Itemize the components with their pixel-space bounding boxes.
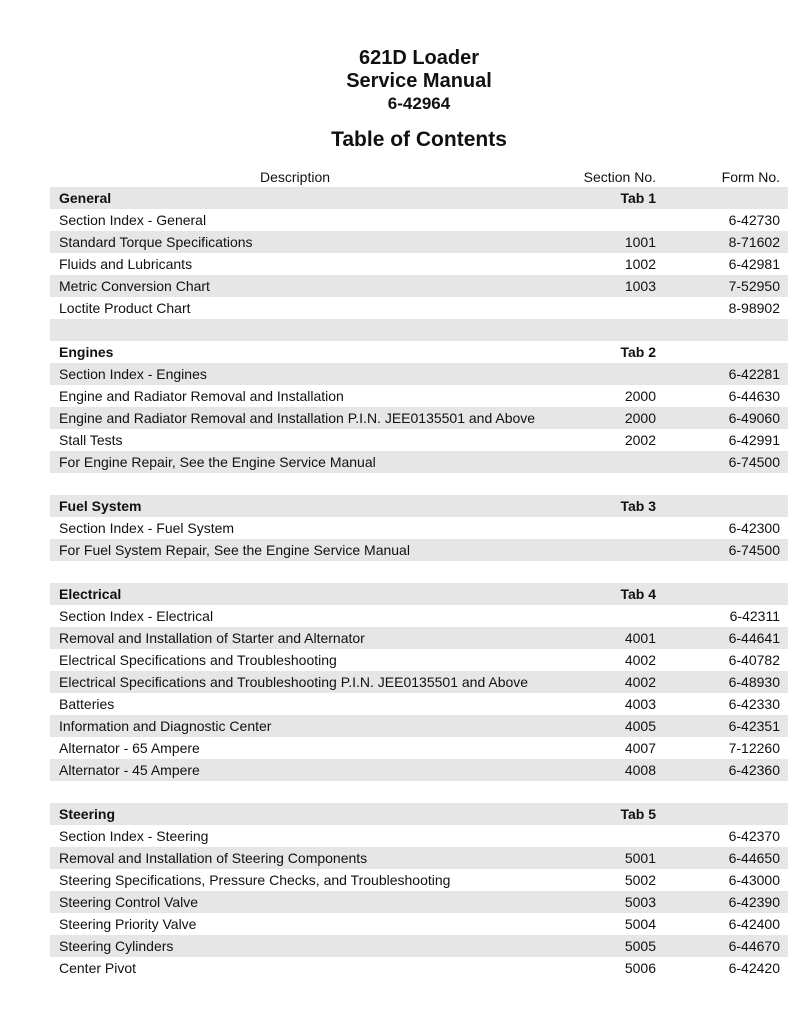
row-description: Engine and Radiator Removal and Installation <box>59 388 344 404</box>
section-heading-row <box>50 495 788 517</box>
section-heading-row <box>50 341 788 363</box>
row-section-number: 1001 <box>624 234 656 250</box>
section-heading-row <box>50 583 788 605</box>
row-section-number: 1003 <box>624 278 656 294</box>
toc-row <box>50 451 788 473</box>
column-headers <box>50 167 788 187</box>
row-section-number: Tab 3 <box>620 498 656 514</box>
row-description: Steering Cylinders <box>59 938 174 954</box>
toc-row <box>50 429 788 451</box>
toc-row <box>50 869 788 891</box>
row-section-number: 4008 <box>624 762 656 778</box>
row-form-number: 6-48930 <box>728 674 780 690</box>
row-description: Engines <box>59 344 114 360</box>
row-form-number: 6-42981 <box>728 256 780 272</box>
row-section-number: 5003 <box>624 894 656 910</box>
row-description: For Engine Repair, See the Engine Service Manual <box>59 454 376 470</box>
toc-row <box>50 407 788 429</box>
row-section-number: 5005 <box>624 938 656 954</box>
toc-heading: Table of Contents <box>331 128 507 151</box>
row-section-number: 2002 <box>624 432 656 448</box>
row-form-number: 6-42330 <box>728 696 780 712</box>
row-form-number: 6-42300 <box>728 520 780 536</box>
row-section-number: Tab 5 <box>620 806 656 822</box>
row-form-number: 6-42991 <box>728 432 780 448</box>
toc-row <box>50 847 788 869</box>
toc-table <box>50 187 788 979</box>
toc-row <box>50 231 788 253</box>
row-description: Alternator - 45 Ampere <box>59 762 200 778</box>
row-form-number: 6-42360 <box>728 762 780 778</box>
manual-form-number: 6-42964 <box>387 94 451 113</box>
row-section-number: 2000 <box>624 410 656 426</box>
row-description: Information and Diagnostic Center <box>59 718 272 734</box>
toc-row <box>50 891 788 913</box>
row-section-number: 5004 <box>624 916 656 932</box>
toc-row <box>50 627 788 649</box>
row-description: Electrical <box>59 586 122 602</box>
row-form-number: 6-74500 <box>728 454 780 470</box>
row-form-number: 8-71602 <box>728 234 780 250</box>
row-description: Section Index - Engines <box>59 366 207 382</box>
toc-row <box>50 297 788 319</box>
row-description: Steering <box>59 806 116 822</box>
toc-row <box>50 737 788 759</box>
column-header-section: Section No. <box>583 169 656 185</box>
row-description: General <box>59 190 112 206</box>
row-form-number: 6-44630 <box>728 388 780 404</box>
title-line-model: 621D Loader <box>358 47 480 69</box>
toc-row <box>50 253 788 275</box>
row-form-number: 6-40782 <box>728 652 780 668</box>
row-form-number: 7-52950 <box>728 278 780 294</box>
row-form-number: 6-42351 <box>728 718 780 734</box>
row-form-number: 8-98902 <box>728 300 780 316</box>
row-description: For Fuel System Repair, See the Engine Service Manual <box>59 542 410 558</box>
row-description: Fluids and Lubricants <box>59 256 193 272</box>
row-form-number: 6-42420 <box>728 960 780 976</box>
row-form-number: 6-43000 <box>728 872 780 888</box>
row-section-number: 1002 <box>624 256 656 272</box>
row-section-number: 5006 <box>624 960 656 976</box>
document-title <box>0 47 809 114</box>
toc-row <box>50 825 788 847</box>
toc-row <box>50 385 788 407</box>
row-description: Steering Specifications, Pressure Checks, and Troubleshooting <box>59 872 451 888</box>
row-description: Section Index - Fuel System <box>59 520 235 536</box>
row-section-number: 4002 <box>624 674 656 690</box>
row-form-number: 6-74500 <box>728 542 780 558</box>
section-heading-row <box>50 803 788 825</box>
toc-row <box>50 957 788 979</box>
toc-row <box>50 649 788 671</box>
row-form-number: 6-49060 <box>728 410 780 426</box>
row-description: Electrical Specifications and Troubleshooting <box>59 652 337 668</box>
row-section-number: 4002 <box>624 652 656 668</box>
row-description: Batteries <box>59 696 115 712</box>
row-section-number: 5001 <box>624 850 656 866</box>
toc-row <box>50 671 788 693</box>
row-description: Removal and Installation of Starter and Alternator <box>59 630 365 646</box>
row-section-number: 4001 <box>624 630 656 646</box>
row-form-number: 6-42311 <box>729 608 780 624</box>
spacer-row <box>50 781 788 803</box>
toc-row <box>50 209 788 231</box>
row-section-number: 4003 <box>624 696 656 712</box>
row-description: Center Pivot <box>59 960 137 976</box>
row-description: Section Index - General <box>59 212 207 228</box>
row-form-number: 6-42281 <box>728 366 780 382</box>
toc-row <box>50 275 788 297</box>
column-header-form: Form No. <box>721 169 780 185</box>
row-description: Alternator - 65 Ampere <box>59 740 200 756</box>
row-description: Stall Tests <box>59 432 123 448</box>
row-form-number: 7-12260 <box>728 740 780 756</box>
spacer-row <box>50 319 788 341</box>
row-description: Metric Conversion Chart <box>59 278 210 294</box>
row-section-number: Tab 4 <box>620 586 656 602</box>
row-description: Section Index - Electrical <box>59 608 214 624</box>
row-section-number: 4005 <box>624 718 656 734</box>
row-section-number: 5002 <box>624 872 656 888</box>
row-section-number: 2000 <box>624 388 656 404</box>
toc-row <box>50 363 788 385</box>
row-form-number: 6-44650 <box>728 850 780 866</box>
row-form-number: 6-42400 <box>728 916 780 932</box>
toc-row <box>50 605 788 627</box>
spacer-row <box>50 473 788 495</box>
row-description: Steering Control Valve <box>59 894 199 910</box>
row-section-number: 4007 <box>624 740 656 756</box>
row-form-number: 6-42390 <box>728 894 780 910</box>
row-description: Fuel System <box>59 498 142 514</box>
section-heading-row <box>50 187 788 209</box>
toc-row <box>50 539 788 561</box>
row-form-number: 6-42730 <box>728 212 780 228</box>
row-description: Electrical Specifications and Troubleshooting P.I.N. JEE0135501 and Above <box>59 674 529 690</box>
row-description: Removal and Installation of Steering Components <box>59 850 368 866</box>
row-form-number: 6-44641 <box>728 630 780 646</box>
toc-row <box>50 935 788 957</box>
toc-row <box>50 715 788 737</box>
row-description: Standard Torque Specifications <box>59 234 253 250</box>
row-description: Engine and Radiator Removal and Installation P.I.N. JEE0135501 and Above <box>59 410 536 426</box>
row-section-number: Tab 2 <box>620 344 656 360</box>
toc-row <box>50 913 788 935</box>
row-description: Loctite Product Chart <box>59 300 191 316</box>
toc-row <box>50 759 788 781</box>
row-form-number: 6-42370 <box>728 828 780 844</box>
row-section-number: Tab 1 <box>620 190 656 206</box>
row-description: Section Index - Steering <box>59 828 209 844</box>
row-form-number: 6-44670 <box>728 938 780 954</box>
column-header-description: Description <box>259 169 331 185</box>
row-description: Steering Priority Valve <box>59 916 197 932</box>
title-line-manual: Service Manual <box>346 70 492 92</box>
toc-row <box>50 517 788 539</box>
spacer-row <box>50 561 788 583</box>
toc-row <box>50 693 788 715</box>
